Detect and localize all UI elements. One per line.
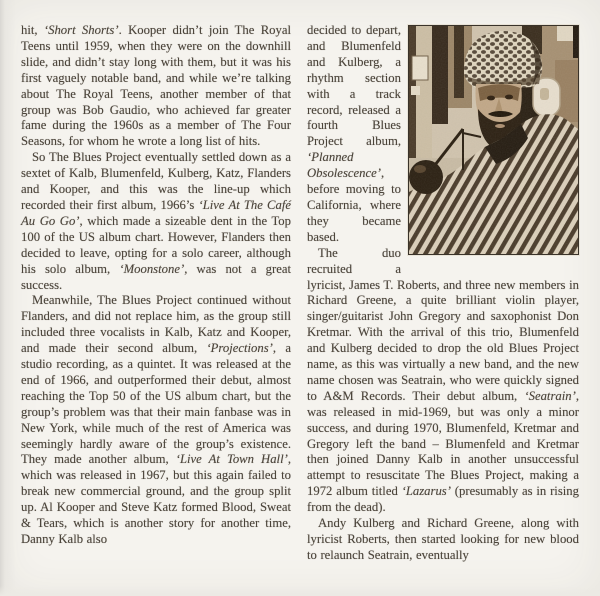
page-body [21,23,579,585]
scan-edge-shadow-bottom [0,586,600,596]
paragraph-relaunch-seatrain: Andy Kulberg and Richard Greene, along with lyricist Roberts, then started looking for new blood to relaunch Seatrain, eventually [307,516,579,562]
paragraph-royal-teens: hit, ‘Short Shorts’. Kooper didn’t join The Royal Teens until 1959, when they were on the downhill slide, and didn’t stay long with them, but it was his first vaguely notable band, and while we’re talking about The Royal Teens, another member of that group was Bob Gaudio, who achieved far greater fame during the 1960s as a member of The Four Seasons, for whom he wrote a long list of hits. [21,23,292,149]
left-column [21,23,291,585]
paragraph-seatrain-formed: The duo recruited a lyricist, James T. Roberts, and three new members in Richard Greene, a quite brilliant violin player, singer/guitarist John Gregory and saxophonist Don Kretmar. With the arrival of this trio, Blumenfeld and Kulberg decided to drop the old Blues Project name, as this was virtually a new band, and the new name chosen was Seatrain, who were quickly signed to A&M Records. Their debut album, ‘Seatrain’, was released in mid-1969, but was only a minor success, and during 1970, Blumenfeld, Kretmar and Gregory left the band – Blumenfeld and Kretmar then joined Danny Kalb in another unsuccessful attempt to resuscitate The Blues Project, making a 1972 album titled ‘Lazarus’ (presumably as in rising from the dead). [307,245,579,515]
paragraph-projections-split: Meanwhile, The Blues Project continued without Flanders, and did not replace him, as the group still included three vocalists in Kalb, Katz and Kooper, and made their second album, ‘Projections’, a studio recording, as a quintet. It was released at the end of 1966, and outperformed their debut, almost reaching the Top 50 of the US album chart, but the group’s problem was that their main fanbase was in New York, while much of the rest of America was seemingly hardly aware of the group’s existence. They made another album, ‘Live At Town Hall’, which was released in 1967, but this again failed to break new commercial ground, and the group split up. Al Kooper and Steve Katz formed Blood, Sweat & Tears, which is another story for another time, Danny Kalb also [21,293,292,546]
photo-illustration [409,26,578,254]
photo-texture-overlay [409,26,578,254]
photo-man-knit-cap-headphones [408,25,579,255]
paragraph-sextet-first-album: So The Blues Project eventually settled down as a sextet of Kalb, Blumenfeld, Kulberg, Katz, Flanders and Kooper, and this was the line-up which recorded their first album, 1966’s ‘Live At The Café Au Go Go’, which made a sizeable dent in the Top 100 of the US album chart. However, Flanders then decided to leave, opting for a solo career, although his solo album, ‘Moonstone’, was not a great success. [21,150,291,292]
scan-edge-shadow-left [0,0,16,596]
right-column [307,23,579,585]
paragraph-blumenfeld-kulberg: decided to depart, and Blumenfeld and Kulberg, a rhythm section with a track record, released a fourth Blues Project album, ‘Planned Obsolescence’, before moving to California, where they became based. [307,23,401,244]
